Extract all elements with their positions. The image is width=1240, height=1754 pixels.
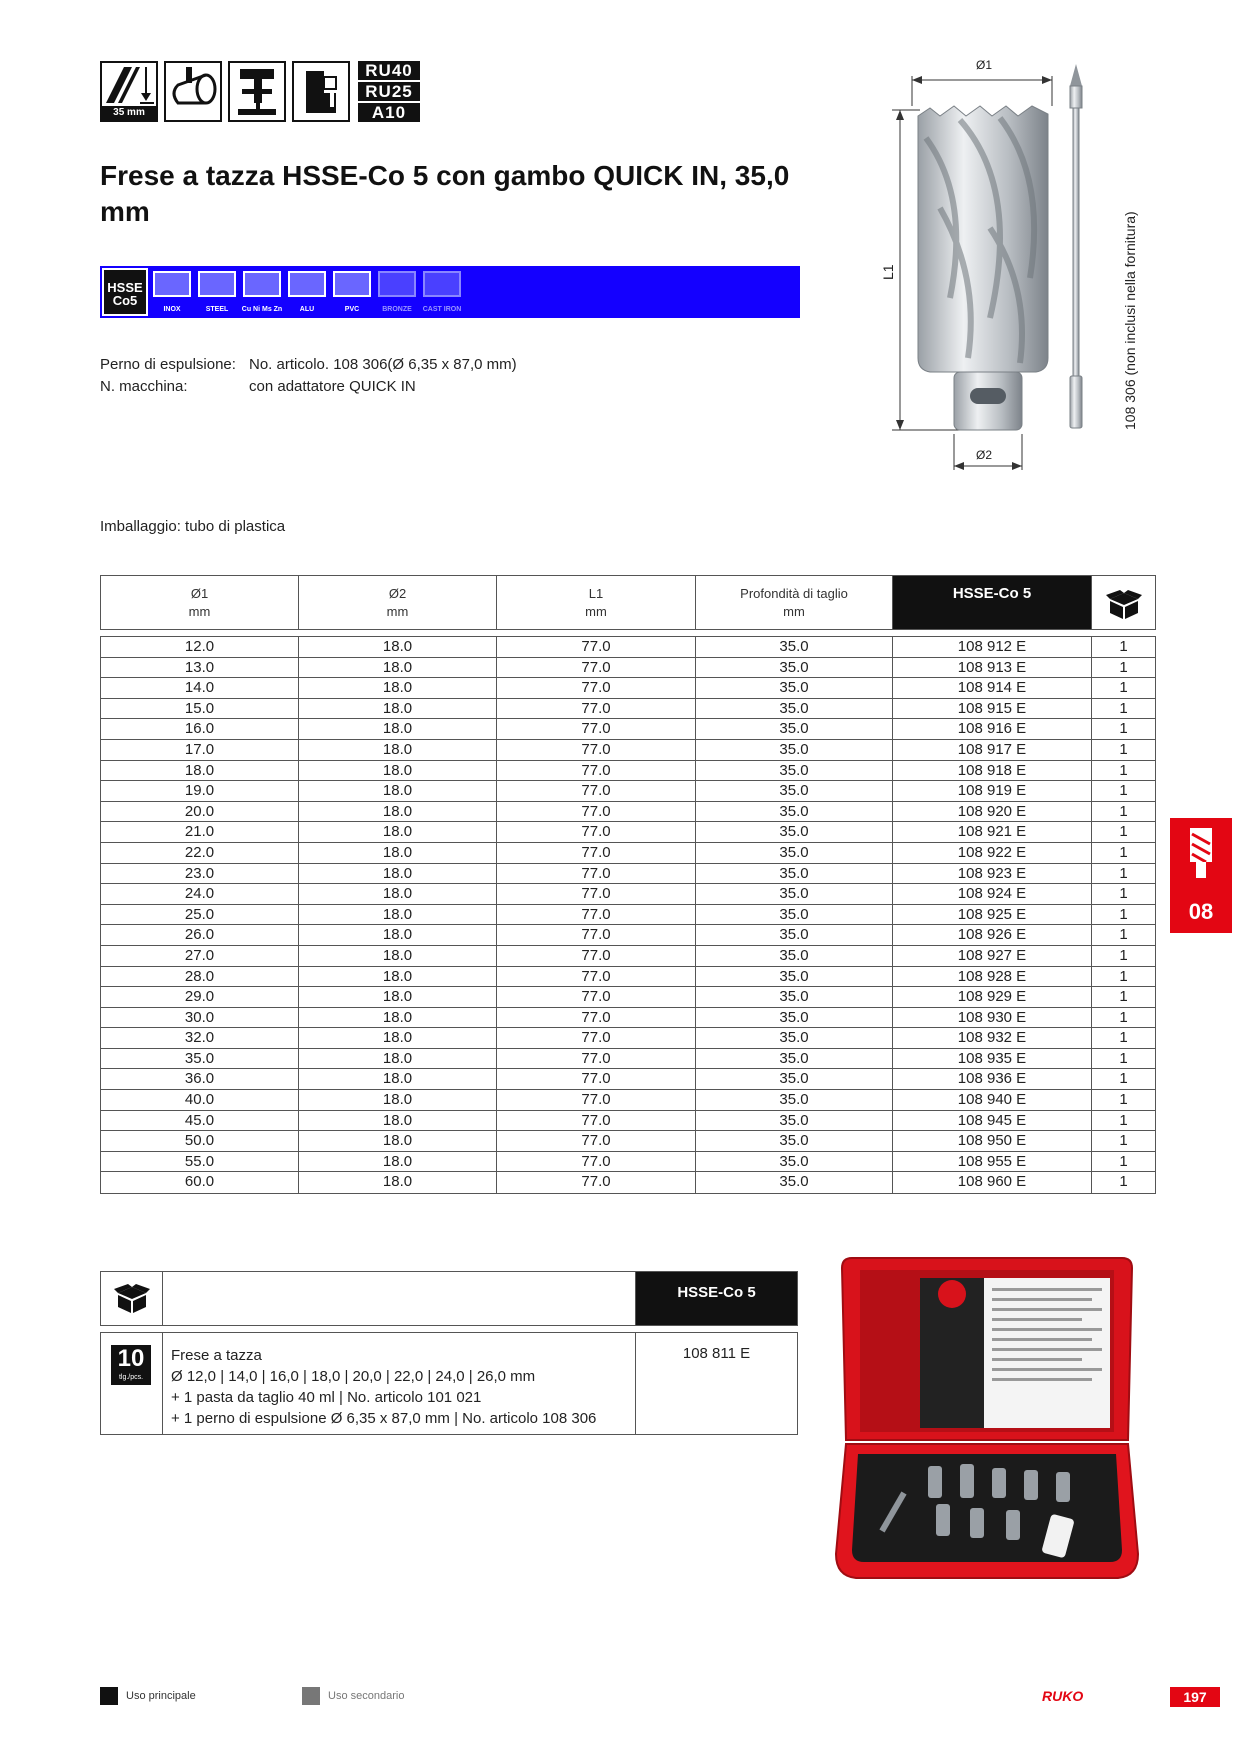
table-cell: 18.0 bbox=[299, 637, 497, 657]
table-cell: 77.0 bbox=[497, 1069, 696, 1089]
table-cell: 108 919 E bbox=[893, 781, 1092, 801]
table-cell: 77.0 bbox=[497, 905, 696, 925]
table-cell: 77.0 bbox=[497, 1049, 696, 1069]
column-header bbox=[101, 576, 299, 629]
cutter-diagram bbox=[870, 58, 1150, 478]
magnetic-drill-icon bbox=[292, 61, 350, 122]
cast-iron-icon bbox=[423, 271, 461, 297]
table-cell: 36.0 bbox=[101, 1069, 299, 1089]
table-cell: 18.0 bbox=[101, 761, 299, 781]
column-header bbox=[299, 576, 497, 629]
table-cell: 18.0 bbox=[299, 1172, 497, 1193]
table-cell: 1 bbox=[1119, 658, 1128, 676]
table-cell: 18.0 bbox=[299, 658, 497, 678]
table-cell: 14.0 bbox=[101, 678, 299, 698]
machine-label: RU25 bbox=[358, 82, 420, 101]
table-cell: 35.0 bbox=[696, 925, 893, 945]
table-row bbox=[101, 905, 1155, 926]
header-line: Ø2 bbox=[388, 586, 407, 601]
primary-use-icon bbox=[100, 1687, 118, 1705]
table-cell: 17.0 bbox=[101, 740, 299, 760]
table-cell: 18.0 bbox=[299, 1069, 497, 1089]
table-cell: 77.0 bbox=[497, 740, 696, 760]
table-cell: 77.0 bbox=[497, 843, 696, 863]
diameter1-label: Ø1 bbox=[976, 58, 993, 72]
table-cell: 18.0 bbox=[299, 740, 497, 760]
chapter-number: 08 bbox=[1188, 899, 1214, 924]
table-row bbox=[101, 761, 1155, 782]
material-cast-iron bbox=[421, 269, 463, 315]
table-row bbox=[101, 822, 1155, 843]
table-row bbox=[101, 967, 1155, 988]
application-icons bbox=[100, 61, 420, 123]
table-cell: 22.0 bbox=[101, 843, 299, 863]
set-hsse-header: HSSE-Co 5 bbox=[636, 1272, 797, 1325]
table-cell: 108 920 E bbox=[893, 802, 1092, 822]
table-cell: 1 bbox=[1119, 1049, 1128, 1067]
table-cell: 35.0 bbox=[696, 699, 893, 719]
table-cell: 108 922 E bbox=[893, 843, 1092, 863]
table-row bbox=[101, 864, 1155, 885]
table-cell: 108 932 E bbox=[893, 1028, 1092, 1048]
table-row bbox=[101, 1028, 1155, 1049]
table-row bbox=[101, 925, 1155, 946]
table-cell: 108 926 E bbox=[893, 925, 1092, 945]
table-row bbox=[101, 781, 1155, 802]
table-cell: 18.0 bbox=[299, 946, 497, 966]
table-cell: 77.0 bbox=[497, 987, 696, 1007]
table-cell: 108 940 E bbox=[893, 1090, 1092, 1110]
table-row bbox=[101, 1131, 1155, 1152]
table-cell: 35.0 bbox=[696, 719, 893, 739]
inox-icon bbox=[153, 271, 191, 297]
badge-line: HSSE bbox=[107, 280, 143, 295]
table-row bbox=[101, 987, 1155, 1008]
pin-note: 108 306 (non inclusi nella fornitura) bbox=[1122, 211, 1138, 430]
spec-key: N. macchina: bbox=[100, 378, 188, 395]
length-label: L1 bbox=[880, 264, 896, 280]
table-cell: 25.0 bbox=[101, 905, 299, 925]
table-row bbox=[101, 637, 1155, 658]
table-row bbox=[101, 1049, 1155, 1070]
table-row bbox=[101, 1090, 1155, 1111]
table-cell: 1 bbox=[1119, 885, 1128, 903]
set-package-cell bbox=[101, 1272, 163, 1325]
page-footer bbox=[100, 1687, 1220, 1707]
table-cell: 77.0 bbox=[497, 864, 696, 884]
set-qty-cell bbox=[101, 1333, 163, 1434]
diameter2-label: Ø2 bbox=[976, 448, 993, 462]
table-cell: 108 921 E bbox=[893, 822, 1092, 842]
table-cell: 1 bbox=[1119, 988, 1128, 1006]
table-cell: 77.0 bbox=[497, 925, 696, 945]
table-cell: 15.0 bbox=[101, 699, 299, 719]
table-cell: 35.0 bbox=[696, 905, 893, 925]
table-cell: 35.0 bbox=[696, 843, 893, 863]
table-cell: 35.0 bbox=[696, 967, 893, 987]
spec-key: Perno di espulsione: bbox=[100, 356, 236, 373]
table-row bbox=[101, 1111, 1155, 1132]
table-cell: 77.0 bbox=[497, 761, 696, 781]
header-line: Ø1 bbox=[190, 586, 209, 601]
spec-value: con adattatore QUICK IN bbox=[249, 378, 416, 395]
material-label: STEEL bbox=[205, 306, 229, 313]
table-cell: 77.0 bbox=[497, 1090, 696, 1110]
table-row bbox=[101, 1008, 1155, 1029]
table-cell: 1 bbox=[1119, 905, 1128, 923]
table-cell: 35.0 bbox=[696, 1049, 893, 1069]
spec-block bbox=[100, 354, 517, 398]
table-cell: 108 960 E bbox=[893, 1172, 1092, 1193]
table-cell: 1 bbox=[1119, 1111, 1128, 1129]
table-cell: 1 bbox=[1119, 638, 1128, 655]
table-cell: 24.0 bbox=[101, 884, 299, 904]
table-cell: 18.0 bbox=[299, 1131, 497, 1151]
table-cell: 18.0 bbox=[299, 719, 497, 739]
table-cell: 108 930 E bbox=[893, 1008, 1092, 1028]
table-row bbox=[101, 740, 1155, 761]
set-line: Frese a tazza bbox=[171, 1347, 262, 1364]
header-unit: mm bbox=[386, 604, 409, 619]
table-row bbox=[101, 678, 1155, 699]
table-cell: 18.0 bbox=[299, 884, 497, 904]
header-unit: mm bbox=[585, 604, 607, 619]
table-cell: 18.0 bbox=[299, 1090, 497, 1110]
table-cell: 1 bbox=[1119, 1029, 1128, 1047]
material-label: CAST IRON bbox=[422, 306, 462, 313]
badge-line: Co5 bbox=[112, 293, 138, 308]
table-cell: 108 923 E bbox=[893, 864, 1092, 884]
table-body bbox=[100, 636, 1156, 1194]
table-cell: 18.0 bbox=[299, 678, 497, 698]
table-cell: 18.0 bbox=[299, 1152, 497, 1172]
table-cell: 18.0 bbox=[299, 781, 497, 801]
cutter-drawing bbox=[870, 58, 1150, 478]
table-cell: 55.0 bbox=[101, 1152, 299, 1172]
table-cell: 18.0 bbox=[299, 864, 497, 884]
set-line: + 1 pasta da taglio 40 ml | No. articolo 101 021 bbox=[171, 1389, 482, 1406]
column-header-package bbox=[1092, 576, 1155, 629]
primary-use-label: Uso principale bbox=[126, 1690, 196, 1702]
material-label: Cu Ni Ms Zn bbox=[241, 306, 283, 313]
table-cell: 1 bbox=[1119, 1091, 1128, 1109]
table-cell: 77.0 bbox=[497, 1008, 696, 1028]
table-cell: 108 927 E bbox=[893, 946, 1092, 966]
table-cell: 35.0 bbox=[696, 658, 893, 678]
table-cell: 18.0 bbox=[299, 1049, 497, 1069]
material-bronze bbox=[376, 269, 418, 315]
material-inox bbox=[151, 269, 193, 315]
steel-icon bbox=[198, 271, 236, 297]
table-cell: 77.0 bbox=[497, 1152, 696, 1172]
material-label: INOX bbox=[163, 306, 181, 313]
table-cell: 30.0 bbox=[101, 1008, 299, 1028]
table-cell: 108 928 E bbox=[893, 967, 1092, 987]
set-article-number: 108 811 E bbox=[682, 1345, 751, 1362]
table-cell: 108 916 E bbox=[893, 719, 1092, 739]
table-cell: 1 bbox=[1119, 864, 1128, 882]
tool-case-image bbox=[832, 1254, 1142, 1584]
table-cell: 18.0 bbox=[299, 987, 497, 1007]
table-row bbox=[101, 843, 1155, 864]
table-row bbox=[101, 719, 1155, 740]
page-title: Frese a tazza HSSE-Co 5 con gambo QUICK IN, 35,0 mm bbox=[100, 160, 790, 227]
table-row bbox=[101, 1172, 1155, 1193]
non-ferrous-icon bbox=[243, 271, 281, 297]
table-cell: 35.0 bbox=[696, 884, 893, 904]
set-line: Ø 12,0 | 14,0 | 16,0 | 18,0 | 20,0 | 22,0 | 24,0 | 26,0 mm bbox=[171, 1368, 536, 1385]
machine-label: A10 bbox=[358, 103, 420, 122]
packaging-note: Imballaggio: tubo di plastica bbox=[100, 518, 286, 535]
table-cell: 35.0 bbox=[696, 1172, 893, 1193]
table-row bbox=[101, 1152, 1155, 1173]
table-header bbox=[100, 575, 1156, 630]
table-cell: 108 929 E bbox=[893, 987, 1092, 1007]
secondary-use-icon bbox=[302, 1687, 320, 1705]
table-cell: 20.0 bbox=[101, 802, 299, 822]
table-cell: 35.0 bbox=[696, 1152, 893, 1172]
material-alu bbox=[286, 269, 328, 315]
table-cell: 40.0 bbox=[101, 1090, 299, 1110]
drilling-depth-icon bbox=[100, 61, 158, 122]
page-number: 197 bbox=[1170, 1687, 1220, 1707]
table-cell: 77.0 bbox=[497, 637, 696, 657]
column-header bbox=[497, 576, 696, 629]
table-row bbox=[101, 802, 1155, 823]
table-cell: 77.0 bbox=[497, 1111, 696, 1131]
table-cell: 18.0 bbox=[299, 761, 497, 781]
table-cell: 1 bbox=[1119, 782, 1128, 800]
table-cell: 1 bbox=[1119, 1152, 1128, 1170]
table-row bbox=[101, 946, 1155, 967]
table-cell: 35.0 bbox=[696, 987, 893, 1007]
table-cell: 19.0 bbox=[101, 781, 299, 801]
material-pvc bbox=[331, 269, 373, 315]
table-cell: 26.0 bbox=[101, 925, 299, 945]
table-cell: 18.0 bbox=[299, 802, 497, 822]
table-cell: 35.0 bbox=[696, 864, 893, 884]
table-row bbox=[101, 658, 1155, 679]
machine-label: RU40 bbox=[358, 61, 420, 80]
table-cell: 21.0 bbox=[101, 822, 299, 842]
table-cell: 35.0 bbox=[696, 1131, 893, 1151]
table-cell: 18.0 bbox=[299, 1028, 497, 1048]
table-cell: 29.0 bbox=[101, 987, 299, 1007]
table-cell: 1 bbox=[1119, 802, 1128, 820]
case-drawing bbox=[832, 1254, 1142, 1584]
table-cell: 18.0 bbox=[299, 822, 497, 842]
table-cell: 35.0 bbox=[696, 1028, 893, 1048]
package-icon bbox=[1106, 589, 1142, 621]
material-label: BRONZE bbox=[382, 306, 412, 313]
pvc-icon bbox=[333, 271, 371, 297]
header-unit: mm bbox=[783, 604, 805, 619]
cutter-icon bbox=[1170, 822, 1232, 892]
table-cell: 77.0 bbox=[497, 678, 696, 698]
table-cell: 32.0 bbox=[101, 1028, 299, 1048]
table-cell: 35.0 bbox=[696, 1111, 893, 1131]
table-cell: 77.0 bbox=[497, 1131, 696, 1151]
table-cell: 108 955 E bbox=[893, 1152, 1092, 1172]
table-cell: 13.0 bbox=[101, 658, 299, 678]
table-cell: 12.0 bbox=[101, 637, 299, 657]
table-cell: 18.0 bbox=[299, 967, 497, 987]
table-cell: 108 913 E bbox=[893, 658, 1092, 678]
quantity-badge bbox=[111, 1345, 151, 1385]
table-cell: 1 bbox=[1119, 740, 1128, 758]
table-cell: 16.0 bbox=[101, 719, 299, 739]
table-cell: 35.0 bbox=[696, 740, 893, 760]
material-steel bbox=[196, 269, 238, 315]
set-description bbox=[163, 1333, 636, 1434]
pipe-drilling-icon bbox=[164, 61, 222, 122]
table-cell: 35.0 bbox=[696, 1090, 893, 1110]
table-cell: 35.0 bbox=[696, 1069, 893, 1089]
table-cell: 1 bbox=[1119, 843, 1128, 861]
quantity-unit: tlg./pcs. bbox=[118, 1374, 144, 1381]
table-cell: 108 950 E bbox=[893, 1131, 1092, 1151]
table-cell: 108 945 E bbox=[893, 1111, 1092, 1131]
table-cell: 1 bbox=[1119, 699, 1128, 717]
table-cell: 35.0 bbox=[696, 781, 893, 801]
table-cell: 18.0 bbox=[299, 843, 497, 863]
table-cell: 18.0 bbox=[299, 1111, 497, 1131]
material-label: PVC bbox=[344, 306, 360, 313]
chapter-tab bbox=[1170, 818, 1232, 933]
table-cell: 18.0 bbox=[299, 699, 497, 719]
table-cell: 60.0 bbox=[101, 1172, 299, 1193]
drill-press-icon bbox=[228, 61, 286, 122]
table-cell: 18.0 bbox=[299, 905, 497, 925]
table-cell: 1 bbox=[1119, 1173, 1128, 1191]
table-cell: 35.0 bbox=[696, 822, 893, 842]
table-cell: 1 bbox=[1119, 823, 1128, 841]
set-header bbox=[100, 1271, 798, 1326]
header-line: L1 bbox=[588, 586, 604, 601]
table-cell: 1 bbox=[1119, 1132, 1128, 1150]
table-cell: 77.0 bbox=[497, 822, 696, 842]
table-cell: 1 bbox=[1119, 761, 1128, 779]
depth-label: 35 mm bbox=[102, 106, 156, 120]
table-cell: 35.0 bbox=[696, 761, 893, 781]
table-cell: 1 bbox=[1119, 1070, 1128, 1088]
set-table bbox=[100, 1271, 798, 1435]
table-cell: 77.0 bbox=[497, 1028, 696, 1048]
set-description-header bbox=[163, 1272, 636, 1325]
table-cell: 77.0 bbox=[497, 946, 696, 966]
table-cell: 108 925 E bbox=[893, 905, 1092, 925]
table-cell: 77.0 bbox=[497, 658, 696, 678]
quantity-number: 10 bbox=[117, 1345, 145, 1372]
table-cell: 35.0 bbox=[101, 1049, 299, 1069]
table-cell: 28.0 bbox=[101, 967, 299, 987]
table-cell: 35.0 bbox=[696, 678, 893, 698]
compatible-machines bbox=[358, 61, 420, 123]
package-icon bbox=[114, 1283, 150, 1315]
table-cell: 77.0 bbox=[497, 699, 696, 719]
table-cell: 108 924 E bbox=[893, 884, 1092, 904]
table-cell: 77.0 bbox=[497, 781, 696, 801]
table-row bbox=[101, 1069, 1155, 1090]
table-cell: 1 bbox=[1119, 967, 1128, 985]
material-label: ALU bbox=[299, 306, 315, 313]
header-unit: mm bbox=[188, 604, 211, 619]
material-cunimszn bbox=[241, 269, 283, 315]
table-cell: 1 bbox=[1119, 679, 1128, 697]
table-cell: 45.0 bbox=[101, 1111, 299, 1131]
table-cell: 35.0 bbox=[696, 946, 893, 966]
table-row bbox=[101, 699, 1155, 720]
column-header bbox=[696, 576, 893, 629]
table-cell: 108 935 E bbox=[893, 1049, 1092, 1069]
table-cell: 27.0 bbox=[101, 946, 299, 966]
table-cell: 18.0 bbox=[299, 925, 497, 945]
table-cell: 108 917 E bbox=[893, 740, 1092, 760]
table-cell: 1 bbox=[1119, 720, 1128, 738]
table-cell: 1 bbox=[1119, 926, 1128, 944]
hsse-co5-badge bbox=[102, 268, 148, 316]
table-cell: 108 915 E bbox=[893, 699, 1092, 719]
brand-logo: RUKO bbox=[1042, 1688, 1084, 1704]
table-cell: 108 914 E bbox=[893, 678, 1092, 698]
table-cell: 77.0 bbox=[497, 884, 696, 904]
table-cell: 23.0 bbox=[101, 864, 299, 884]
table-cell: 35.0 bbox=[696, 802, 893, 822]
alu-icon bbox=[288, 271, 326, 297]
spec-value: No. articolo. 108 306(Ø 6,35 x 87,0 mm) bbox=[249, 356, 517, 373]
header-line: Profondità di taglio bbox=[740, 586, 848, 601]
bronze-icon bbox=[378, 271, 416, 297]
article-table bbox=[100, 575, 1156, 1194]
table-cell: 18.0 bbox=[299, 1008, 497, 1028]
table-cell: 77.0 bbox=[497, 1172, 696, 1193]
table-cell: 108 912 E bbox=[893, 637, 1092, 657]
table-cell: 1 bbox=[1119, 946, 1128, 964]
table-cell: 77.0 bbox=[497, 802, 696, 822]
set-row bbox=[100, 1332, 798, 1435]
material-bar bbox=[100, 266, 800, 318]
table-cell: 77.0 bbox=[497, 719, 696, 739]
table-cell: 50.0 bbox=[101, 1131, 299, 1151]
table-cell: 1 bbox=[1119, 1008, 1128, 1026]
table-cell: 35.0 bbox=[696, 1008, 893, 1028]
table-cell: 77.0 bbox=[497, 967, 696, 987]
table-row bbox=[101, 884, 1155, 905]
table-cell: 35.0 bbox=[696, 637, 893, 657]
column-header-hsse: HSSE-Co 5 bbox=[893, 576, 1092, 629]
table-cell: 108 918 E bbox=[893, 761, 1092, 781]
table-cell: 108 936 E bbox=[893, 1069, 1092, 1089]
set-line: + 1 perno di espulsione Ø 6,35 x 87,0 mm | No. articolo 108 306 bbox=[171, 1410, 597, 1427]
secondary-use-label: Uso secondario bbox=[328, 1690, 405, 1702]
